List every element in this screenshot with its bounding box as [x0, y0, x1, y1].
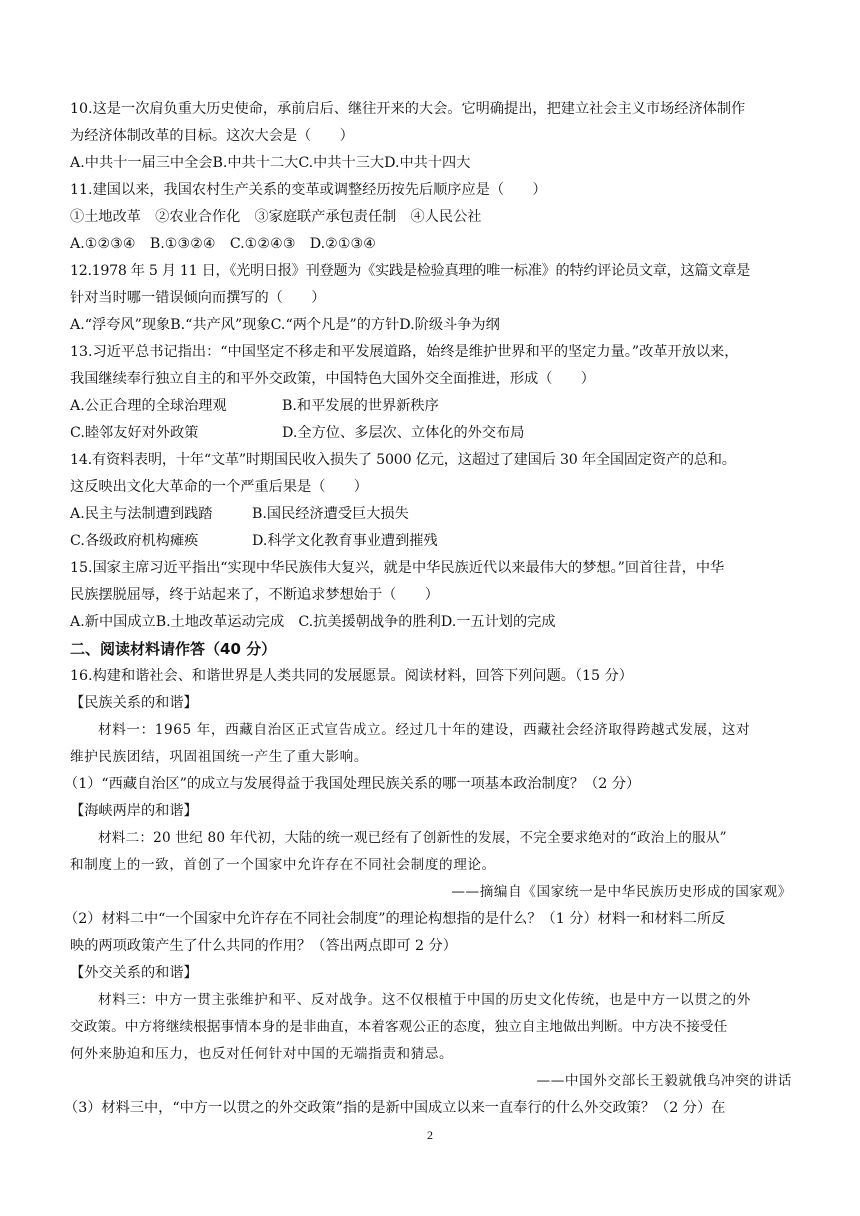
q13-stem-line1: 13.习近平总书记指出：“中国坚定不移走和平发展道路，始终是维护世界和平的坚定力量。”改革开放以来，	[70, 344, 739, 360]
subquestion-1: （1）“西藏自治区”的成立与发展得益于我国处理民族关系的哪一项基本政治制度？（2 分）	[64, 776, 641, 792]
material-one-line2: 维护民族团结，巩固祖国统一产生了重大影响。	[70, 749, 369, 765]
q14-stem-line2: 这反映出文化大革命的一个严重后果是（ ）	[70, 479, 368, 495]
q11-stem: 11.建国以来，我国农村生产关系的变革或调整经历按先后顺序应是（ ）	[70, 182, 547, 198]
q10-stem-line1: 10.这是一次肩负重大历史使命，承前启后、继往开来的大会。它明确提出，把建立社会主义市场经济体制作	[70, 101, 746, 117]
q16-subheading-strait: 【海峡两岸的和谐】	[70, 803, 198, 819]
q13-options-row2	[70, 420, 792, 447]
q10-stem-line2: 为经济体制改革的目标。这次大会是（ ）	[70, 128, 354, 144]
subquestion-2-line1: （2）材料二中“一个国家中允许存在不同社会制度”的理论构想指的是什么？（1 分）材料一和材料二所反	[64, 911, 726, 927]
q16-subheading-ethnic: 【民族关系的和谐】	[70, 695, 198, 711]
q13-stem-line2: 我国继续奉行独立自主的和平外交政策，中国特色大国外交全面推进，形成（ ）	[70, 371, 595, 387]
q15-options: A.新中国成立B.土地改革运动完成 C.抗美援朝战争的胜利D.一五计划的完成	[70, 614, 556, 630]
material-three-source: ——中国外交部长王毅就俄乌冲突的讲话	[536, 1073, 792, 1089]
material-three-line1: 材料三：中方一贯主张维护和平、反对战争。这不仅根植于中国的历史文化传统，也是中方一以贯之的外	[98, 992, 751, 1008]
q16-intro: 16.构建和谐社会、和谐世界是人类共同的发展愿景。阅读材料，回答下列问题。（15 分）	[70, 668, 633, 684]
q13-option-a: A.公正合理的全球治理观	[70, 398, 227, 414]
material-two-line2: 和制度上的一致，首创了一个国家中允许存在不同社会制度的理论。	[70, 857, 496, 873]
q16-subheading-diplomacy: 【外交关系的和谐】	[70, 965, 198, 981]
subquestion-2-line2: 映的两项政策产生了什么共同的作用？（答出两点即可 2 分）	[70, 938, 457, 954]
page-number: 2	[427, 1128, 433, 1142]
q13-options-row1	[70, 393, 792, 420]
q12-stem-line1: 12.1978 年 5 月 11 日，《光明日报》刊登题为《实践是检验真理的唯一标准》的特约评论员文章，这篇文章是	[70, 263, 750, 279]
q14-option-c: C.各级政府机构瘫痪	[70, 533, 199, 549]
material-three-line2: 交政策。中方将继续根据事情本身的是非曲直，本着客观公正的态度，独立自主地做出判断。中方决不接受任	[70, 1019, 728, 1035]
material-two-source: ——摘编自《国家统一是中华民族历史形成的国家观》	[451, 884, 792, 900]
q14-option-d: D.科学文化教育事业遭到摧残	[252, 533, 438, 549]
q13-option-c: C.睦邻友好对外政策	[70, 425, 199, 441]
q11-items: ①土地改革 ②农业合作化 ③家庭联产承包责任制 ④人民公社	[70, 209, 482, 225]
q14-options-row2	[70, 528, 792, 555]
q13-option-b: B.和平发展的世界新秩序	[282, 398, 439, 414]
material-one-line1: 材料一：1965 年，西藏自治区正式宣告成立。经过几十年的建设，西藏社会经济取得跨越式发展，这对	[98, 722, 751, 738]
q14-option-b: B.国民经济遭受巨大损失	[252, 506, 409, 522]
material-three-line3: 何外来胁迫和压力，也反对任何针对中国的无端指责和猜忌。	[70, 1046, 454, 1062]
q12-stem-line2: 针对当时哪一错误倾向而撰写的（ ）	[70, 290, 326, 306]
q11-options: A.①②③④ B.①③②④ C.①②④③ D.②①③④	[70, 236, 376, 252]
q12-options: A.“浮夸风”现象B.“共产风”现象C.“两个凡是”的方针D.阶级斗争为纲	[70, 317, 500, 333]
q10-options: A.中共十一届三中全会B.中共十二大C.中共十三大D.中共十四大	[70, 155, 471, 171]
subquestion-3-line1: （3）材料三中，“中方一以贯之的外交政策”指的是新中国成立以来一直奉行的什么外交政策？（2 分）在	[64, 1100, 726, 1116]
material-two-line1: 材料二：20 世纪 80 年代初，大陆的统一观已经有了创新性的发展，不完全要求绝对的“政治上的服从”	[98, 830, 727, 846]
page-content	[64, 96, 792, 1122]
q15-stem-line2: 民族摆脱屈辱，终于站起来了，不断追求梦想始于（ ）	[70, 587, 439, 603]
q14-options-row1	[70, 501, 792, 528]
q13-option-d: D.全方位、多层次、立体化的外交布局	[282, 425, 525, 441]
section-heading: 二、阅读材料请作答（40 分）	[70, 640, 277, 658]
q14-option-a: A.民主与法制遭到践踏	[70, 506, 213, 522]
q14-stem-line1: 14.有资料表明，十年“文革”时期国民收入损失了 5000 亿元，这超过了建国后 30 年全国固定资产的总和。	[70, 452, 736, 468]
q15-stem-line1: 15.国家主席习近平指出“实现中华民族伟大复兴，就是中华民族近代以来最伟大的梦想。”回首往昔，中华	[70, 560, 725, 576]
